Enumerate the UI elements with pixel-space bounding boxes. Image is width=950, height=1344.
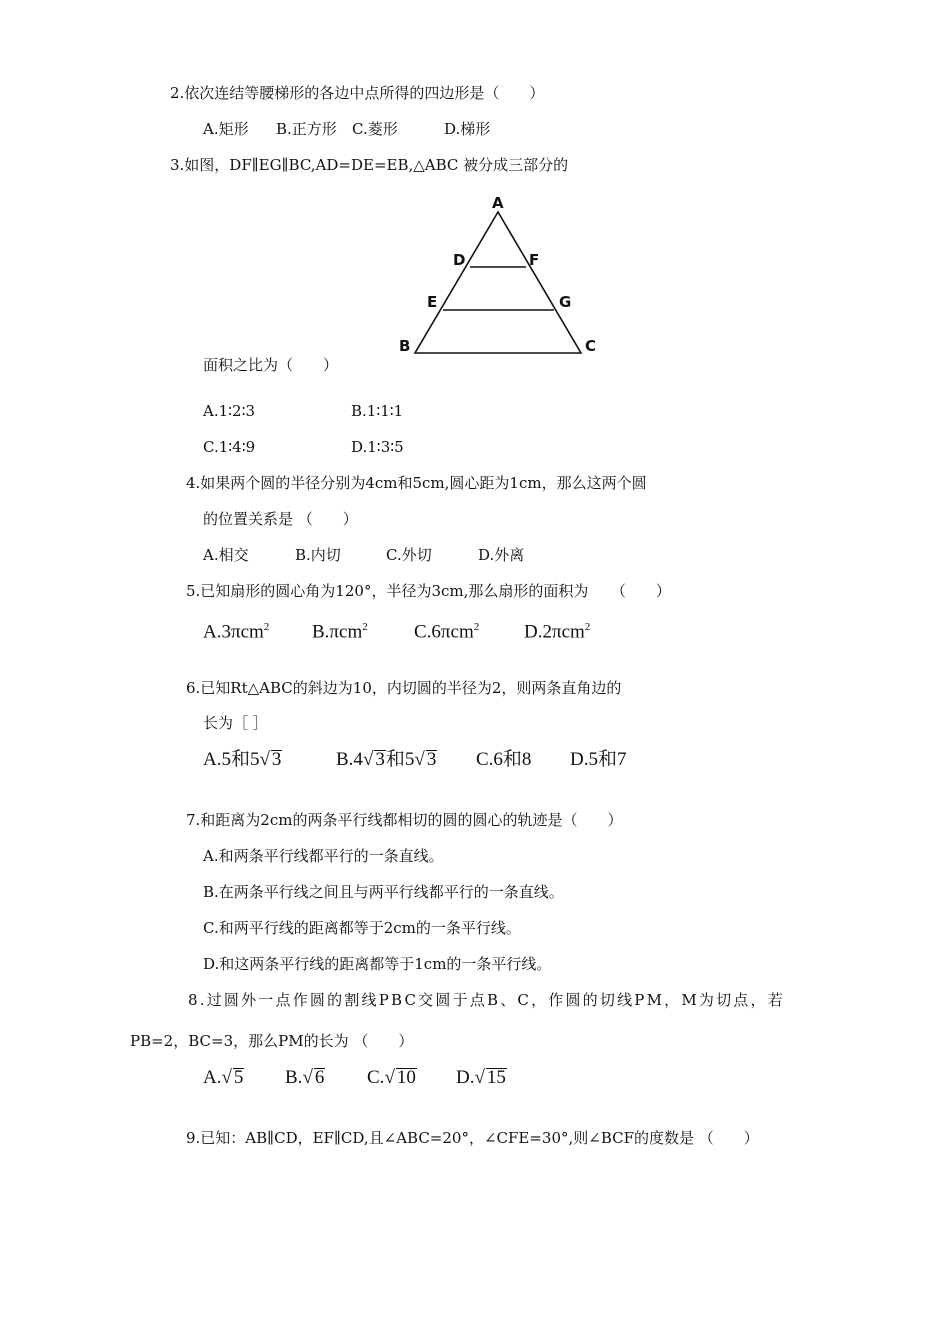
q5-option-a: A.3πcm$^2$ xyxy=(203,621,270,643)
q8-option-d: D.√ 15 xyxy=(456,1067,506,1088)
q8-option-a: A.√ 5 xyxy=(203,1067,244,1088)
q6-option-d: D.5和7 xyxy=(570,749,627,770)
q2-option-c: C.菱形 xyxy=(352,120,398,138)
q7-option-c: C.和两平行线的距离都等于2cm的一条平行线。 xyxy=(203,919,521,937)
q3-stem-cont: 面积之比为（ ） xyxy=(203,356,339,374)
label-f: F xyxy=(529,251,540,269)
q8-stem: 8.过圆外一点作圆的割线PBC交圆于点B、C，作圆的切线PM，M为切点，若 xyxy=(188,991,785,1009)
q3-stem: 3.如图，DF∥EG∥BC,AD=DE=EB,△ABC 被分成三部分的 xyxy=(170,156,569,174)
q3-option-a: A.1∶2∶3 xyxy=(203,402,256,420)
label-e: E xyxy=(427,293,438,311)
q6-option-a: A.5和5√ 3 xyxy=(203,749,282,770)
q6-stem: 6.已知Rt△ABC的斜边为10，内切圆的半径为2，则两条直角边的 xyxy=(186,679,622,697)
q3-option-d: D.1∶3∶5 xyxy=(351,438,404,456)
q4-stem: 4.如果两个圆的半径分别为4cm和5cm,圆心距为1cm，那么这两个圆 xyxy=(186,474,647,492)
q6-stem-cont: 长为［ ］ xyxy=(203,714,268,732)
q7-option-d: D.和这两条平行线的距离都等于1cm的一条平行线。 xyxy=(203,955,552,973)
q4-option-d: D.外离 xyxy=(478,546,525,564)
triangle-abc xyxy=(415,212,581,353)
q2-option-d: D.梯形 xyxy=(444,120,491,138)
q8-option-c: C.√ 10 xyxy=(367,1067,416,1088)
q9-stem: 9.已知：AB∥CD，EF∥CD,且∠ABC=20°，∠CFE=30°,则∠BCF的度数是 （ ） xyxy=(186,1129,759,1147)
q4-option-a: A.相交 xyxy=(203,546,249,564)
q5-stem: 5.已知扇形的圆心角为120°，半径为3cm,那么扇形的面积为 （ ） xyxy=(186,582,671,600)
label-g: G xyxy=(559,293,572,311)
q7-option-b: B.在两条平行线之间且与两平行线都平行的一条直线。 xyxy=(203,883,564,901)
q8-stem-cont: PB=2，BC=3，那么PM的长为 （ ） xyxy=(130,1032,414,1050)
q8-option-b: B.√ 6 xyxy=(285,1067,325,1088)
q4-option-c: C.外切 xyxy=(386,546,432,564)
q5-option-c: C.6πcm$^2$ xyxy=(414,621,480,643)
triangle-figure xyxy=(393,190,623,360)
q6-option-b: B.4√ 3和5√ 3 xyxy=(336,749,437,770)
label-a: A xyxy=(492,194,504,212)
q4-stem-cont: 的位置关系是 （ ） xyxy=(203,510,358,528)
q3-option-c: C.1∶4∶9 xyxy=(203,438,256,456)
q4-option-b: B.内切 xyxy=(295,546,341,564)
q7-stem: 7.和距离为2cm的两条平行线都相切的圆的圆心的轨迹是（ ） xyxy=(186,811,623,829)
q3-option-b: B.1∶1∶1 xyxy=(351,402,404,420)
q2-option-a: A.矩形 xyxy=(203,120,249,138)
q5-option-d: D.2πcm$^2$ xyxy=(524,621,591,643)
q2-option-b: B.正方形 xyxy=(276,120,337,138)
label-c: C xyxy=(585,337,597,355)
q5-option-b: B.πcm$^2$ xyxy=(312,621,368,643)
label-b: B xyxy=(399,337,411,355)
q7-option-a: A.和两条平行线都平行的一条直线。 xyxy=(203,847,444,865)
label-d: D xyxy=(453,251,466,269)
q6-option-c: C.6和8 xyxy=(476,749,532,770)
q2-stem: 2.依次连结等腰梯形的各边中点所得的四边形是（ ） xyxy=(170,84,545,102)
